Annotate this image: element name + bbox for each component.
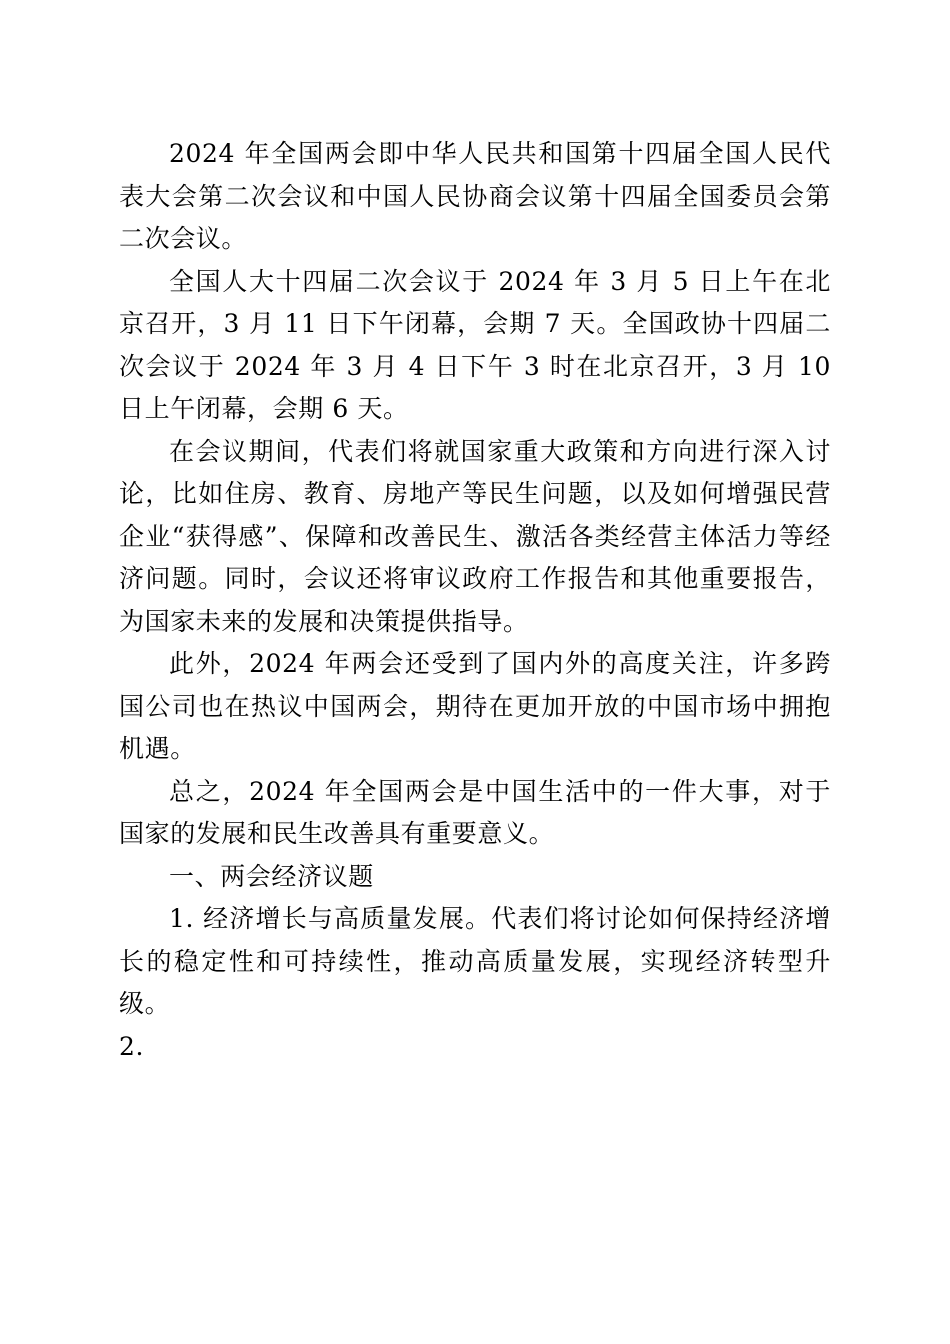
paragraph-discussion: 在会议期间，代表们将就国家重大政策和方向进行深入讨论，比如住房、教育、房地产等民生问题，以及如何增强民营企业“获得感”、保障和改善民生、激活各类经营主体活力等经济问题。同时，会议还将审议政府工作报告和其他重要报告，为国家未来的发展和决策提供指导。 <box>119 436 831 636</box>
paragraph-attention: 此外，2024 年两会还受到了国内外的高度关注，许多跨国公司也在热议中国两会，期待在更加开放的中国市场中拥抱机遇。 <box>119 649 831 763</box>
list-item-number-2: 2. <box>119 1031 145 1061</box>
paragraph-schedule: 全国人大十四届二次会议于 2024 年 3 月 5 日上午在北京召开，3 月 11 日下午闭幕，会期 7 天。全国政协十四届二次会议于 2024 年 3 月 4 日下午 3 时在北京召开，3 月 10 日上午闭幕，会期 6 天。 <box>119 266 840 423</box>
paragraph-intro: 2024 年全国两会即中华人民共和国第十四届全国人民代表大会第二次会议和中国人民协商会议第十四届全国委员会第二次会议。 <box>119 139 831 253</box>
section-heading-economic-topics: 一、两会经济议题 <box>169 861 374 891</box>
paragraph-conclusion: 总之，2024 年全国两会是中国生活中的一件大事，对于国家的发展和民生改善具有重要意义。 <box>119 776 831 848</box>
list-item-economic-growth: 1. 经济增长与高质量发展。代表们将讨论如何保持经济增长的稳定性和可持续性，推动高质量发展，实现经济转型升级。 <box>119 904 831 1018</box>
document-body <box>119 133 840 1068</box>
